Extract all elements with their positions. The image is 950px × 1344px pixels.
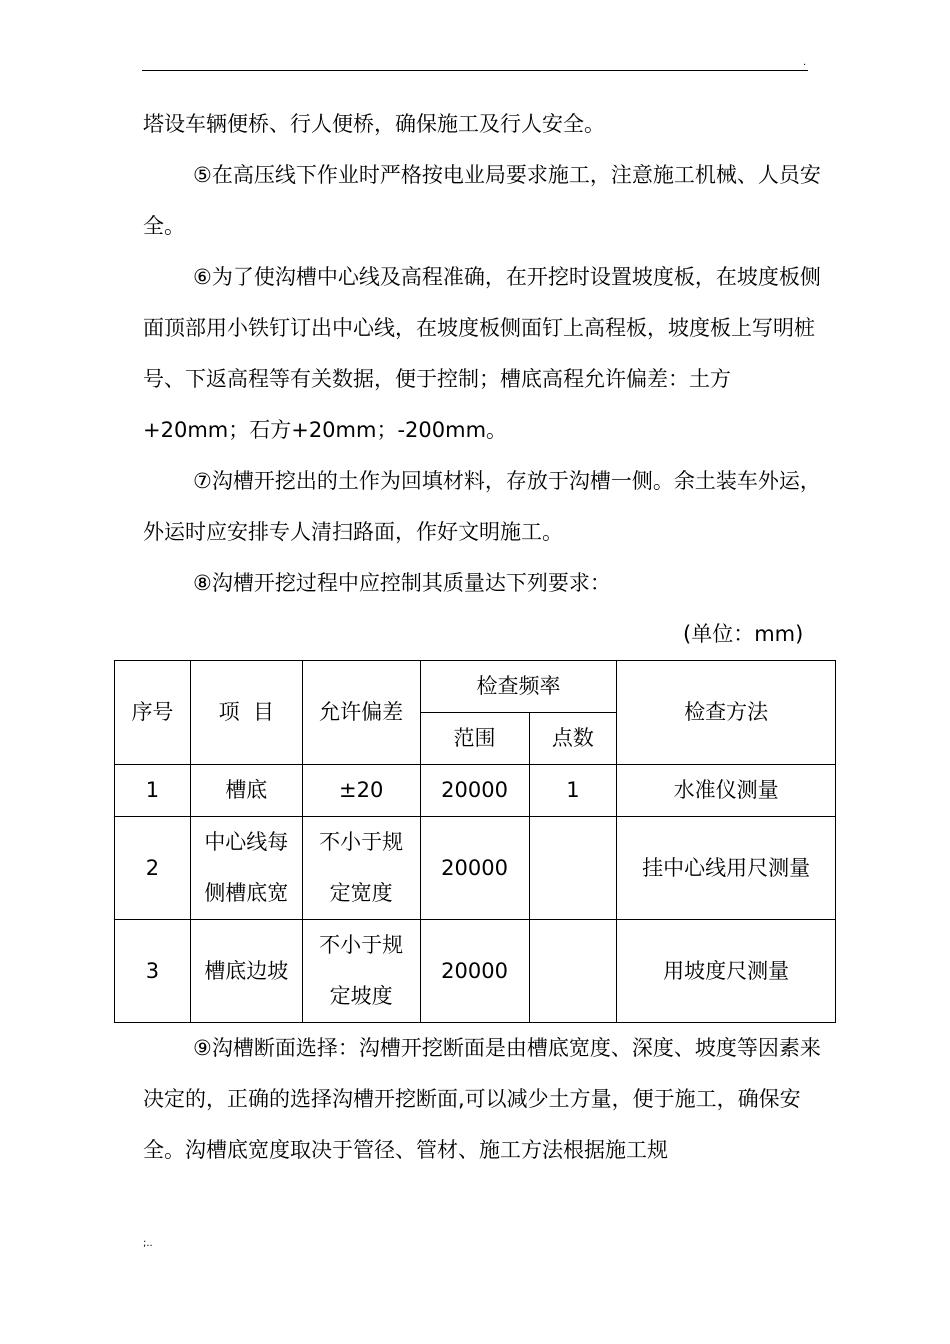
row3-tolerance: 不小于规定坡度 xyxy=(302,920,420,1023)
row1-item: 槽底 xyxy=(190,765,302,817)
header-method: 检查方法 xyxy=(617,661,836,765)
paragraph-5: ⑧沟槽开挖过程中应控制其质量达下列要求： xyxy=(193,571,611,595)
header-frequency: 检查频率 xyxy=(420,661,617,713)
paragraph-3: ⑥为了使沟槽中心线及高程准确，在开挖时设置坡度板，在坡度板侧面顶部用小铁钉订出中心线，在坡度板侧面钉上高程板，坡度板上写明桩号、下返高程等有关数据，便于控制；槽底高程允许偏差：土方+20mm；石方+20mm；-200mm。 xyxy=(143,265,821,442)
quality-check-table xyxy=(114,660,836,1023)
header-range: 范围 xyxy=(420,713,529,765)
row2-method: 挂中心线用尺测量 xyxy=(617,817,836,920)
header-rule xyxy=(142,70,808,71)
row3-item: 槽底边坡 xyxy=(190,920,302,1023)
footer-mark: ;.. xyxy=(143,1238,153,1249)
table-row xyxy=(115,765,836,817)
header-tolerance: 允许偏差 xyxy=(302,661,420,765)
row2-range: 20000 xyxy=(420,817,529,920)
table-header-row xyxy=(115,661,836,713)
unit-label: (单位：mm) xyxy=(683,622,804,646)
row2-no: 2 xyxy=(115,817,191,920)
row2-tolerance: 不小于规定宽度 xyxy=(302,817,420,920)
row3-no: 3 xyxy=(115,920,191,1023)
row1-method: 水准仪测量 xyxy=(617,765,836,817)
row3-range: 20000 xyxy=(420,920,529,1023)
paragraph-4: ⑦沟槽开挖出的土作为回填材料，存放于沟槽一侧。余土装车外运，外运时应安排专人清扫路面，作好文明施工。 xyxy=(143,469,821,544)
paragraph-1: 塔设车辆便桥、行人便桥，确保施工及行人安全。 xyxy=(143,112,605,136)
row1-range: 20000 xyxy=(420,765,529,817)
paragraph-6: ⑨沟槽断面选择：沟槽开挖断面是由槽底宽度、深度、坡度等因素来决定的，正确的选择沟槽开挖断面,可以减少土方量，便于施工，确保安全。沟槽底宽度取决于管径、管材、施工方法根据施工规 xyxy=(143,1036,821,1162)
body-text-bottom xyxy=(143,1023,823,1176)
row3-method: 用坡度尺测量 xyxy=(617,920,836,1023)
header-no: 序号 xyxy=(115,661,191,765)
table-row xyxy=(115,817,836,920)
row2-points xyxy=(529,817,617,920)
paragraph-2: ⑤在高压线下作业时严格按电业局要求施工，注意施工机械、人员安全。 xyxy=(143,163,821,238)
body-text-top xyxy=(143,99,823,609)
header-corner-mark: . xyxy=(803,57,807,68)
row3-points xyxy=(529,920,617,1023)
header-item: 项 目 xyxy=(190,661,302,765)
row1-tolerance: ±20 xyxy=(302,765,420,817)
table-row xyxy=(115,920,836,1023)
row1-no: 1 xyxy=(115,765,191,817)
row1-points: 1 xyxy=(529,765,617,817)
header-points: 点数 xyxy=(529,713,617,765)
row2-item: 中心线每侧槽底宽 xyxy=(190,817,302,920)
